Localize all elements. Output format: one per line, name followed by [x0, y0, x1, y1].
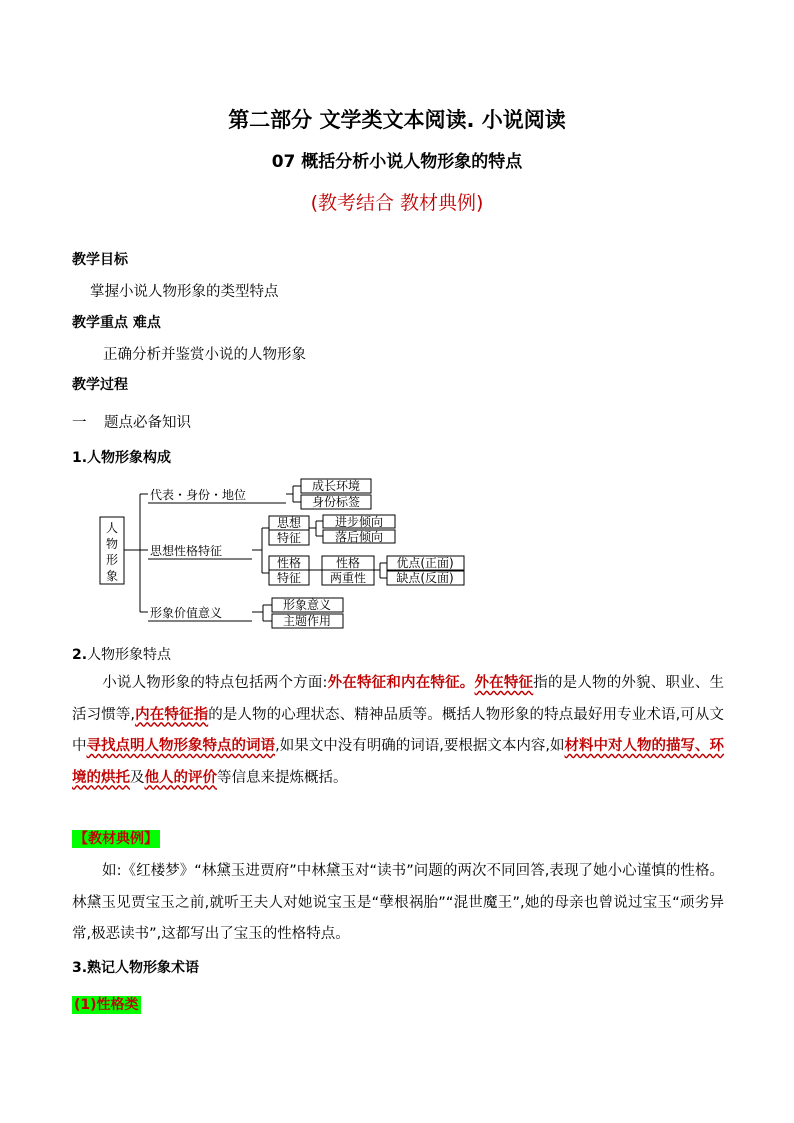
section-1-title: 题点必备知识 — [104, 415, 191, 431]
diagram-node-theme-role: 主题作用 — [282, 614, 332, 628]
heading-2-number: 2. — [72, 647, 88, 663]
diagram-node-merit: 优点(正面) — [396, 556, 454, 570]
heading-2-text: 人物形象特点 — [87, 647, 172, 663]
diagram-node-identity-label: 身份标签 — [311, 495, 361, 509]
diagram-node-growth-env: 成长环境 — [311, 479, 361, 493]
p2-text-5: 等信息来提炼概括。 — [217, 769, 348, 786]
heading-2 — [72, 644, 171, 664]
diagram-root-char-1: 人 — [105, 521, 119, 535]
goal-text: 掌握小说人物形象的类型特点 — [90, 284, 279, 300]
p2-evaluation: 他人的评价 — [144, 769, 217, 786]
diagram-node-duality-2: 两重性 — [329, 571, 367, 585]
personality-category-label: (1)性格类 — [74, 997, 139, 1013]
diagram-branch-value: 形象价值意义 — [150, 606, 223, 620]
textbook-example-tag — [72, 828, 160, 848]
diagram-node-personality-2: 特征 — [276, 571, 302, 585]
p3-text: 如:《红楼梦》“林黛玉进贾府”中林黛玉对“读书”问题的两次不同回答,表现了她小心谨慎的性格。林黛玉见贾宝玉之前,就听王夫人对她说宝玉是“孽根祸胎”“混世魔王”,她的母亲也曾说过宝玉“顽劣异常,极恶读书”,这都写出了宝玉的性格特点。 — [72, 863, 724, 942]
p2-outer-feature: 外在特征 — [474, 675, 534, 691]
heading-3-sub — [72, 994, 141, 1014]
diagram-branch-identity: 代表・身份・地位 — [150, 488, 247, 502]
p2-text-2: 指的是人物的外貌、职业、生活习惯等, — [72, 675, 725, 723]
p2-outer-inner: 外在特征和内在特征。 — [327, 675, 475, 691]
section-1-number: 一 — [72, 415, 87, 431]
lesson-tagline: (教考结合 教材典例) — [310, 192, 484, 214]
diagram-node-duality-1: 性格 — [335, 556, 361, 570]
diagram-root-char-3: 形 — [105, 553, 119, 567]
focus-text: 正确分析并鉴赏小说的人物形象 — [103, 347, 306, 363]
diagram-node-thought-1: 思想 — [276, 516, 302, 530]
diagram-node-image-meaning: 形象意义 — [282, 598, 332, 612]
diagram-node-personality-1: 性格 — [276, 556, 302, 570]
page-title: 第二部分 文学类文本阅读. 小说阅读 — [228, 108, 566, 132]
p2-keywords: 寻找点明人物形象特点的词语 — [86, 738, 276, 754]
paragraph-features — [72, 668, 724, 794]
heading-3: 3.熟记人物形象术语 — [72, 960, 200, 976]
p2-and: 及 — [130, 769, 145, 786]
goal-heading: 教学目标 — [72, 252, 128, 268]
diagram-root-char-2: 物 — [105, 537, 119, 551]
p2-text-3: 的是人物的心理状态、精神品质等。概括人物形象的特点最好用专业术语,可从文中 — [72, 706, 725, 754]
diagram-node-progressive: 进步倾向 — [334, 515, 384, 529]
p2-description: 材料中对人物的描写、环境的烘托 — [72, 738, 725, 786]
diagram-node-flaw: 缺点(反面) — [396, 571, 454, 585]
lesson-subtitle: 07 概括分析小说人物形象的特点 — [271, 152, 523, 172]
diagram-node-backward: 落后倾向 — [334, 530, 384, 544]
p2-inner-feature: 内在特征指 — [135, 706, 209, 723]
diagram-node-thought-2: 特征 — [276, 531, 302, 545]
diagram-root-char-4: 象 — [105, 569, 119, 583]
paragraph-example — [72, 856, 724, 951]
heading-1: 1.人物形象构成 — [72, 450, 172, 466]
p2-text-1: 小说人物形象的特点包括两个方面: — [102, 675, 328, 691]
focus-heading: 教学重点 难点 — [72, 315, 161, 331]
textbook-example-label: 【教材典例】 — [74, 831, 158, 847]
diagram-branch-character: 思想性格特征 — [150, 544, 223, 558]
process-heading: 教学过程 — [72, 377, 128, 393]
p2-text-4: ,如果文中没有明确的词语,要根据文本内容,如 — [275, 738, 565, 754]
